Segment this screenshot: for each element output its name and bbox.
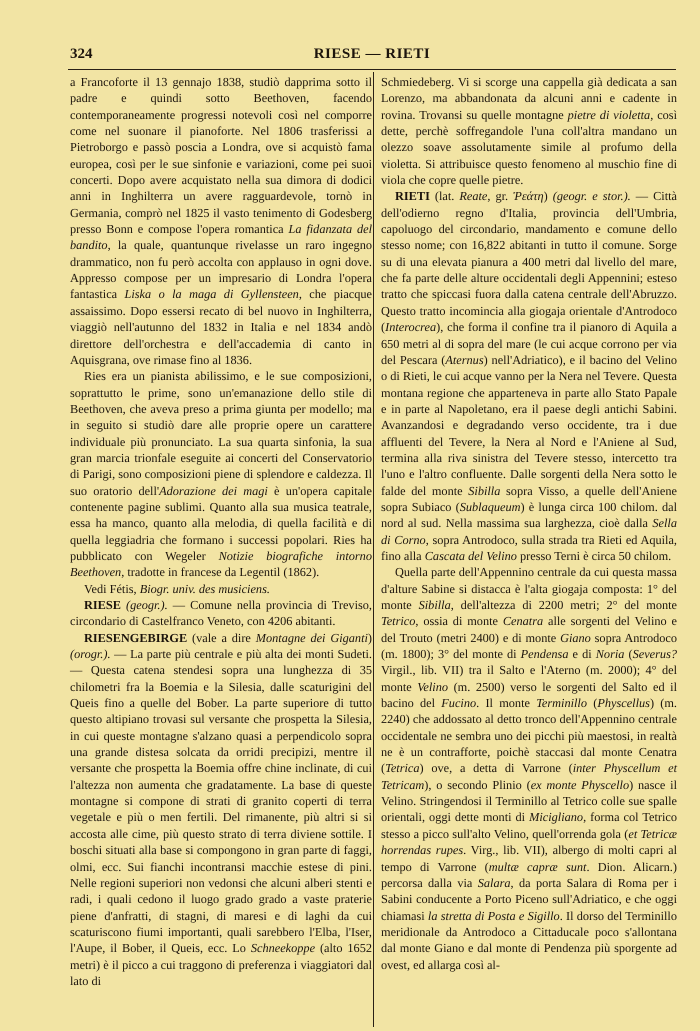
text-run: Tetrica [385,761,420,776]
text-run: Salara [477,875,511,890]
text-run: (alto 1652 metri) è il picco a cui traggono di preferenza i viaggiatori dal lato di [70,941,372,988]
entry-riese [70,597,372,630]
text-run: presso Terni è circa 50 chilom. [516,548,672,563]
text-run: — Città dell'odierno regno d'Italia, provincia dell'Umbria, capoluogo del circondario, mandamento e comune dello stesso nome; con 16,822 abitanti in tutto il comune. Sorge su di una elevata pianura a 400 metri dal livello del mare, che fa parte delle alture occidentali degli Appennini; esteso tratto che spiccasi fuora dalla catena centrale dell'Abruzzo. Questo tratto incomincia alla giogaja orientale d'Antrodoco ( [381,189,678,335]
text-run: ( [624,647,633,662]
text-run: ) nasce il Velino. Stringendosi il Terminillo al Tetrico colle sue spalle orientali, oggi dette monti di [381,777,677,825]
text-run: , ossia di monte [415,614,503,629]
text-run: ) nell'Adriatico), e il bacino del Velino o di Rieti, le cui acque vanno per la Nera nel Tevere. Questa montana regione che apparteneva in parte allo Stato Papale e in parte al Napoletano, era il paese degli antichi Sabini. Avanzandosi e degradando verso occidente, tra i due affluenti del Tevere, la Nera al Nord e l'Aniene al Sud, termina alla riva sinistra del Tevere stesso, intercetto tra l'uno e l'altro confluente. Dalle sorgenti della Nera sotto le falde del monte [381,352,677,498]
text-run: Severus? [632,647,677,662]
text-run: sopra Antrodoco (m. 1800); 3° del monte di [381,630,677,662]
running-title: RIESE — RIETI [313,46,431,62]
text-run: e di [568,647,596,662]
text-run: ), o secondo Plinio ( [424,777,531,792]
text-run: , forma col Tetrico stesso a picco sull'alto Velino, quell'orrenda gola ( [381,810,677,841]
paragraph-ries-biography [70,74,372,368]
header-rule [68,69,676,70]
text-run: , tradotte in francese da Legentil (1862). [121,565,320,580]
text-run: Terminillo [536,696,587,711]
text-run: Schneekoppe [250,941,316,956]
text-run: sopra Visso, a quelle dell'Aniene sopra Subiaco ( [381,483,677,514]
text-run: (m. 2500) verso le sorgenti del Salto ed il bacino del [381,679,677,711]
text-run: Micigliano [529,810,584,825]
text-run: Reate [459,189,488,204]
text-run: Sublaqueum [459,499,521,514]
paragraph-riesengebirge-continued [381,74,677,188]
text-run: Giano [560,630,591,645]
text-run: . Virg., lib. VII), albergo di molti capri al tempo di Varrone ( [381,843,677,874]
column-divider [373,72,374,1027]
text-run: è un'opera capitale contenente pagine sublimi. Quanto alla sua musica teatrale, essa ha manco, quanto alla melodia, di quella facilità e di quella leggiadria che formano i successi popolari. Ries ha pubblicato con Wegeler [70,483,372,563]
text-run: Pendensa [520,647,569,662]
text-run: ( [587,696,598,711]
text-run: Tetrico [381,614,416,629]
text-run: Ῥεάτη [513,189,544,204]
paragraph-ries-works [70,368,372,580]
text-run: . Il monte [476,696,537,711]
text-run: Notizie biografiche intorno Beethoven [70,548,372,580]
text-run: a Francoforte il 13 gennajo 1838, studiò dapprima sotto il padre e quindi sotto Beethoven, facendo contemporaneamente progressi notevoli così nel comporre come nel suonare il pianoforte. Nel 1806 trasferissi a Pietroborgo e passò poscia a Londra, ove si acquistò fama europea, così per le sue sinfonie e variazioni, come pei suoi concerti. Dopo avere acquistato nella sua dimora di dodici anni in Inghilterra un avere ragguardevole, tornò in Germania, comprò nel 1825 il vasto tenimento di Godesberg presso Bonn e compose l'opera romantica [70,75,372,237]
entry-rieti [381,188,677,564]
text-run: — Comune nella provincia di Treviso, circondario di Castelfranco Veneto, con 4206 abitanti. [70,598,373,629]
text-run: Adorazione dei magi [159,483,268,498]
text-run: multæ capræ sunt [488,859,587,874]
text-run: Noria [595,647,625,662]
text-run: La fidanzata del bandito [70,222,373,253]
text-run: Cascata del Velino [424,548,517,563]
text-run: la stretta di Posta e Sigillo [427,908,560,923]
text-run: Sella di Corno [381,516,677,547]
text-run: ex monte Physcello [530,777,630,792]
text-run: , sopra Antrodoco, sulla strada tra Rieti ed Aquila, fino alla [381,532,677,563]
text-run: Quella parte dell'Appennino centrale da cui questa massa d'alture Sabine si distacca è l'alta giogaja composta: 1° del monte [381,565,677,612]
entry-headword: RIESE [84,598,121,612]
text-run: , così dette, perchè soffregandole l'una coll'altra mandano un olezzo soave assolutamente simile al profumo della violetta. Si attribuisce questo fenomeno al muschio fine di viola che copre quelle pietre. [381,107,677,188]
text-run: alle sorgenti del Velino e del Trouto (metri 2400) e di monte [381,614,677,645]
entry-headword: RIETI [395,189,430,204]
text-run: Liska o la maga di Gyllensteen [124,287,299,302]
text-run: inter Physcellum et Tetricam [381,761,677,792]
text-run: Interocrea [385,320,437,335]
text-run: ), che forma il confine tra il pianoro di Aquila a 650 metri al di sopra del mare (le cui acque corrono per via del Pescara ( [381,320,677,367]
text-run: Schmiedeberg. Vi si scorge una cappella già dedicata a san Lorenzo, ma abbandonata da alcuni anni e cadente in rovina. Trovansi su quelle montagne [381,75,677,122]
text-run: ) è lunga circa 100 chilom. dal nord al sud. Nella massima sua larghezza, cioè dalla [381,499,677,531]
text-run: Aternus [445,352,484,367]
text-run: Cenatra [502,614,544,629]
text-run: , gr. [487,189,514,204]
paragraph-ries-reference [70,581,372,597]
text-run: Fucino [441,696,477,711]
text-run: et Tetricæ horrendas rupes [381,826,677,858]
text-run: (geogr.). [126,598,168,612]
text-run: Velino [417,679,449,694]
text-run: Sibilla [468,483,501,498]
text-run: pietre di violetta [567,107,651,122]
entry-riesengebirge [70,630,372,990]
text-run: . Dion. Alicarn.) percorsa dalla via [381,859,677,890]
text-run: , che piacque assaissimo. Dopo essersi recato di bel nuovo in Inghilterra, viaggiò nell'autunno del 1832 in Italia e nel 1834 andò direttore dell'orchestra e dell'accademia di canto in Aquisgrana, ove rimase fino al 1836. [70,287,373,367]
text-run: Virgil., lib. VII) tra il Salto e l'Aterno (m. 2000); 4° del monte [381,663,677,694]
text-run: Biogr. univ. des musiciens. [139,581,270,596]
right-column [381,74,677,973]
left-column [70,74,372,989]
text-run: , da porta Salara di Roma per i Sabini conducente a Porto Piceno sull'Adriatico, e che oggi chiamasi [381,875,678,923]
text-run: ) (m. 2240) che addossato al detto tronco dell'Appennino centrale occidentale ne sembra uno dei picchi più maestosi, in realtà ne è un contrafforte, poichè staccasi dal monte Cenatra ( [381,696,678,776]
text-run: Sibilla [418,598,451,612]
running-header [70,44,674,66]
text-run: Physcellus [597,696,650,711]
text-run: ) ove, a detta di Varrone ( [419,761,573,776]
text-run: Ries era un pianista abilissimo, e le sue composizioni, soprattutto le prime, sono un'emanazione dello stile di Beethoven, che aveva preso a prima giunta per modello; ma in seguito si studiò dare alle proprie opere un carattere individuale più pronunciato. La sua quarta sinfonia, la sua gran marcia trionfale eseguite ai concerti del Conservatorio di Parigi, sono composizioni piene di splendore e caldezza. Il suo oratorio dell' [70,369,372,498]
text-run: Vedi Fétis, [84,581,140,596]
paragraph-rieti-mountains [381,564,677,973]
text-run: (lat. [429,189,460,204]
text-run: . Il dorso del Terminillo meridionale da Antrodoco a Cittaducale poco s'allontana dal monte Giano e dal monte di Pendenza più sporgente ad ovest, ed allarga così al- [381,908,677,972]
text-run: ) [543,189,553,204]
entry-headword: RIESENGEBIRGE [84,630,188,645]
text-run: , dell'altezza di 2200 metri; 2° del monte [450,598,677,612]
text-run: , la quale, quantunque rivelasse un raro ingegno drammatico, non fu però accolta con applauso in ogni dove. Appresso compose per un impresario di Londra l'opera fantastica [70,238,372,302]
text-run: (orogr.). [70,647,111,662]
text-run: (vale a dire [187,630,256,645]
text-run: (geogr. e stor.). [552,189,631,204]
page-number: 324 [70,46,93,62]
text-run: Montagne dei Giganti [255,630,368,645]
text-run: — La parte più centrale e più alta dei monti Sudeti. — Questa catena stendesi sopra una lunghezza di 35 chilometri fra la Boemia e la Silesia, dalle scaturigini del Queis fino a quelle del Bober. La parte superiore di tutto questo altipiano trovasi sul versante che prospetta la Silesia, in cui queste montagne s'alzano quasi a perpendicolo sopra una grande distesa solcata da orridi precipizi, mentre il versante che prospetta la Boemia offre chine inclinate, di cui l'altezza non aumenta che gradatamente. La base di queste montagne si compone di strati di granito coperti di terra vegetale e più o men fertili. Del rimanente, più altri si si accosta alle cime, più questo strato di terra diviene sottile. I boschi situati alla base si compongono in gran parte di faggi, olmi, ecc. Sui fianchi incontransi macchie estese di pini. Nelle regioni superiori non vedonsi che alcuni alberi stenti e radi, i quali cedono il luogo grado grado a vaste praterie piene d'anfratti, di stagni, di maresi e di laghi da cui scaturiscono fiumi importanti, quali sarebbero l'Elba, l'Iser, l'Aupe, il Bober, il Queis, ecc. Lo [70,647,372,956]
text-run: ) [367,630,373,645]
